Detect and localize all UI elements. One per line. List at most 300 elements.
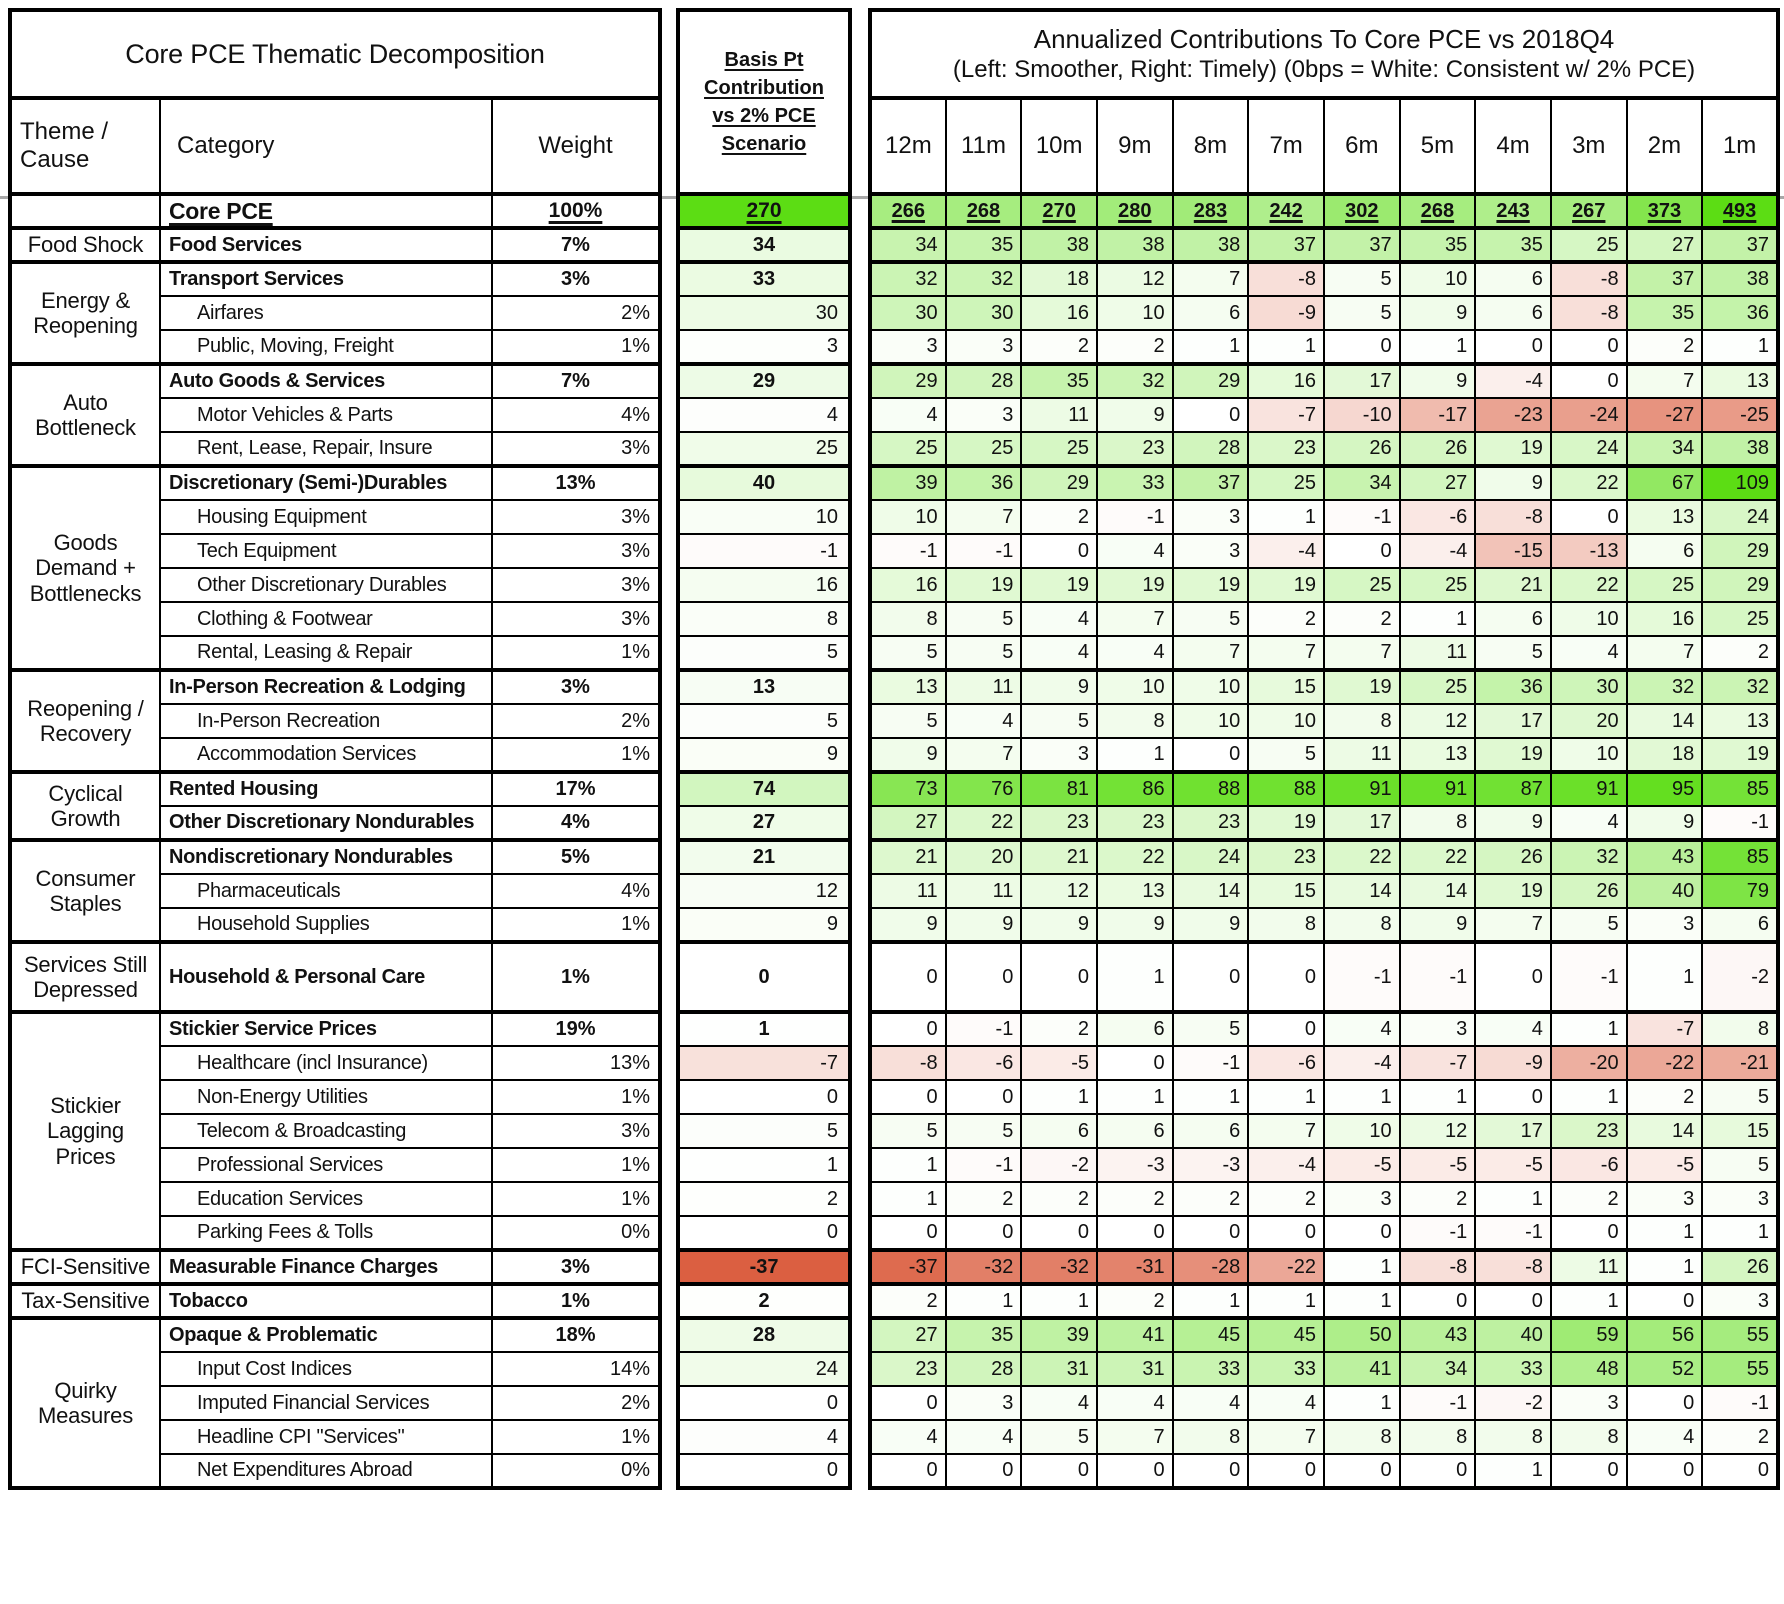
value-cell: -9	[1475, 1046, 1551, 1080]
value-cell: 91	[1400, 772, 1476, 806]
value-cell: 4	[1627, 1420, 1703, 1454]
value-cell: 31	[1097, 1352, 1173, 1386]
value-cell: 6	[1097, 1114, 1173, 1148]
value-cell: 32	[1702, 670, 1778, 704]
value-cell: 0	[1021, 1216, 1097, 1250]
value-cell: 16	[1627, 602, 1703, 636]
category-cell: Headline CPI "Services"	[160, 1420, 492, 1454]
value-cell: 0	[1173, 398, 1249, 432]
category-cell: Education Services	[160, 1182, 492, 1216]
category-cell: Professional Services	[160, 1148, 492, 1182]
theme-cell: Auto Bottleneck	[10, 364, 160, 466]
month-header: 11m	[946, 98, 1022, 194]
value-cell: 4	[1248, 1386, 1324, 1420]
value-cell: 35	[1475, 228, 1551, 262]
value-cell: 23	[1248, 432, 1324, 466]
basis-cell: 0	[678, 1386, 850, 1420]
value-cell: 2	[1702, 636, 1778, 670]
col-header-theme: Theme / Cause	[20, 118, 109, 173]
value-cell: 6	[1173, 296, 1249, 330]
basis-header-line: Basis Pt	[724, 49, 804, 71]
value-cell: -9	[1248, 296, 1324, 330]
weight-cell: 7%	[492, 228, 660, 262]
value-cell: 6	[1173, 1114, 1249, 1148]
value-cell: 19	[1475, 432, 1551, 466]
value-cell: 23	[1021, 806, 1097, 840]
value-cell: 0	[1324, 330, 1400, 364]
value-cell: 35	[1627, 296, 1703, 330]
value-cell: 2	[1324, 602, 1400, 636]
basis-cell: 3	[678, 330, 850, 364]
value-cell: 85	[1702, 840, 1778, 874]
value-cell: 5	[1702, 1080, 1778, 1114]
month-header: 4m	[1475, 98, 1551, 194]
value-cell: 1	[1248, 500, 1324, 534]
value-cell: 1	[1400, 1080, 1476, 1114]
value-cell: 4	[870, 1420, 946, 1454]
value-cell: 26	[1475, 840, 1551, 874]
weight-cell: 1%	[492, 942, 660, 1012]
value-cell: 0	[1173, 738, 1249, 772]
category-cell: Non-Energy Utilities	[160, 1080, 492, 1114]
category-cell: Rent, Lease, Repair, Insure	[160, 432, 492, 466]
value-cell: 8	[1173, 1420, 1249, 1454]
value-cell: 0	[870, 1386, 946, 1420]
value-cell: 38	[1702, 432, 1778, 466]
value-cell: -1	[1702, 1386, 1778, 1420]
weight-cell: 3%	[492, 534, 660, 568]
value-cell: 12	[1400, 1114, 1476, 1148]
value-cell: 8	[1475, 1420, 1551, 1454]
value-cell: 14	[1627, 1114, 1703, 1148]
value-cell: 24	[1173, 840, 1249, 874]
basis-cell: 34	[678, 228, 850, 262]
value-cell: 10	[1097, 296, 1173, 330]
value-cell: 3	[1400, 1012, 1476, 1046]
value-cell: 9	[1475, 806, 1551, 840]
value-cell: 9	[946, 908, 1022, 942]
value-cell: 2	[1627, 1080, 1703, 1114]
value-cell: 30	[1551, 670, 1627, 704]
value-cell: 12	[1021, 874, 1097, 908]
value-cell: 4	[870, 398, 946, 432]
value-cell: 22	[1097, 840, 1173, 874]
value-cell: -4	[1475, 364, 1551, 398]
value-cell: 9	[870, 738, 946, 772]
basis-cell: 9	[678, 738, 850, 772]
value-cell: 25	[1400, 670, 1476, 704]
category-cell: Imputed Financial Services	[160, 1386, 492, 1420]
weight-cell: 19%	[492, 1012, 660, 1046]
value-cell: -1	[946, 1012, 1022, 1046]
weight-cell: 1%	[492, 1420, 660, 1454]
value-cell: 10	[1551, 602, 1627, 636]
value-cell: 1	[1551, 1080, 1627, 1114]
value-cell: 0	[1248, 1454, 1324, 1488]
basis-cell: -37	[678, 1250, 850, 1284]
weight-cell: 3%	[492, 500, 660, 534]
category-cell: Rented Housing	[160, 772, 492, 806]
category-cell: Household & Personal Care	[160, 942, 492, 1012]
value-cell: 8	[1400, 806, 1476, 840]
weight-cell: 3%	[492, 670, 660, 704]
value-cell: 22	[1400, 840, 1476, 874]
value-cell: 15	[1248, 874, 1324, 908]
value-cell: 6	[1097, 1012, 1173, 1046]
value-cell: 8	[1324, 908, 1400, 942]
value-cell: 88	[1173, 772, 1249, 806]
basis-cell: 5	[678, 1114, 850, 1148]
value-cell: 5	[1324, 262, 1400, 296]
value-cell: 0	[1475, 330, 1551, 364]
value-cell: -1	[1702, 806, 1778, 840]
month-header: 9m	[1097, 98, 1173, 194]
value-cell: 13	[870, 670, 946, 704]
value-cell: 1	[1248, 1284, 1324, 1318]
basis-header-line: vs 2% PCE	[712, 105, 816, 127]
month-header: 8m	[1173, 98, 1249, 194]
value-cell: 55	[1702, 1352, 1778, 1386]
category-cell: Tobacco	[160, 1284, 492, 1318]
value-cell: 493	[1702, 194, 1778, 228]
weight-cell: 3%	[492, 432, 660, 466]
value-cell: 91	[1551, 772, 1627, 806]
value-cell: -1	[1097, 500, 1173, 534]
basis-cell: 29	[678, 364, 850, 398]
value-cell: 0	[1475, 1284, 1551, 1318]
value-cell: 33	[1097, 466, 1173, 500]
value-cell: 34	[1627, 432, 1703, 466]
value-cell: 7	[1173, 636, 1249, 670]
value-cell: 17	[1324, 806, 1400, 840]
value-cell: 19	[946, 568, 1022, 602]
value-cell: 2	[1097, 1284, 1173, 1318]
value-cell: -8	[1551, 296, 1627, 330]
value-cell: -1	[1324, 500, 1400, 534]
value-cell: 7	[1475, 908, 1551, 942]
basis-cell: 5	[678, 704, 850, 738]
grid-title: Annualized Contributions To Core PCE vs 2018Q4	[1033, 24, 1615, 55]
value-cell: 0	[1551, 1216, 1627, 1250]
month-header: 2m	[1627, 98, 1703, 194]
weight-cell: 13%	[492, 466, 660, 500]
value-cell: 14	[1173, 874, 1249, 908]
value-cell: 1	[1248, 330, 1324, 364]
value-cell: 25	[1248, 466, 1324, 500]
value-cell: 9	[1400, 296, 1476, 330]
value-cell: 29	[1021, 466, 1097, 500]
value-cell: 9	[1021, 670, 1097, 704]
value-cell: 1	[1551, 1284, 1627, 1318]
value-cell: 20	[1551, 704, 1627, 738]
value-cell: 0	[870, 1080, 946, 1114]
value-cell: -2	[1475, 1386, 1551, 1420]
category-cell: Rental, Leasing & Repair	[160, 636, 492, 670]
value-cell: 4	[1475, 1012, 1551, 1046]
value-cell: 27	[870, 806, 946, 840]
value-cell: 7	[1627, 364, 1703, 398]
value-cell: 8	[1248, 908, 1324, 942]
value-cell: 0	[1097, 1046, 1173, 1080]
category-cell: Telecom & Broadcasting	[160, 1114, 492, 1148]
value-cell: 9	[1173, 908, 1249, 942]
value-cell: 8	[870, 602, 946, 636]
weight-cell: 2%	[492, 296, 660, 330]
basis-cell: 0	[678, 1454, 850, 1488]
value-cell: 4	[1021, 602, 1097, 636]
value-cell: -5	[1475, 1148, 1551, 1182]
category-cell: Discretionary (Semi-)Durables	[160, 466, 492, 500]
value-cell: 7	[1097, 602, 1173, 636]
value-cell: 10	[1551, 738, 1627, 772]
value-cell: 25	[1021, 432, 1097, 466]
category-cell: Healthcare (incl Insurance)	[160, 1046, 492, 1080]
value-cell: 9	[1097, 398, 1173, 432]
value-cell: -7	[1627, 1012, 1703, 1046]
value-cell: 9	[1627, 806, 1703, 840]
value-cell: -1	[1400, 1386, 1476, 1420]
value-cell: 0	[1702, 1454, 1778, 1488]
value-cell: 2	[1021, 330, 1097, 364]
basis-cell: 5	[678, 636, 850, 670]
category-cell: Public, Moving, Freight	[160, 330, 492, 364]
weight-cell: 1%	[492, 738, 660, 772]
weight-cell: 1%	[492, 1284, 660, 1318]
value-cell: 26	[1551, 874, 1627, 908]
value-cell: 0	[946, 1216, 1022, 1250]
basis-cell: 25	[678, 432, 850, 466]
value-cell: -8	[1475, 1250, 1551, 1284]
decomposition-table	[8, 8, 662, 1490]
value-cell: -5	[1400, 1148, 1476, 1182]
basis-header-line: Contribution	[704, 77, 824, 99]
value-cell: 39	[870, 466, 946, 500]
basis-cell: 2	[678, 1284, 850, 1318]
value-cell: 4	[1021, 636, 1097, 670]
weight-cell: 18%	[492, 1318, 660, 1352]
value-cell: 4	[1551, 806, 1627, 840]
value-cell: 26	[1400, 432, 1476, 466]
value-cell: 19	[1702, 738, 1778, 772]
value-cell: 0	[1097, 1216, 1173, 1250]
value-cell: -23	[1475, 398, 1551, 432]
value-cell: 0	[1021, 942, 1097, 1012]
value-cell: 50	[1324, 1318, 1400, 1352]
basis-cell: 4	[678, 1420, 850, 1454]
weight-cell: 4%	[492, 398, 660, 432]
value-cell: 0	[1551, 330, 1627, 364]
value-cell: 12	[1097, 262, 1173, 296]
grid-title-block	[870, 10, 1778, 98]
value-cell: -22	[1627, 1046, 1703, 1080]
basis-cell: 74	[678, 772, 850, 806]
value-cell: 19	[1324, 670, 1400, 704]
value-cell: -28	[1173, 1250, 1249, 1284]
category-cell: In-Person Recreation & Lodging	[160, 670, 492, 704]
value-cell: 13	[1702, 364, 1778, 398]
value-cell: 38	[1702, 262, 1778, 296]
value-cell: 9	[1400, 364, 1476, 398]
value-cell: 0	[870, 1012, 946, 1046]
value-cell: 2	[870, 1284, 946, 1318]
value-cell: 0	[1324, 534, 1400, 568]
value-cell: 280	[1097, 194, 1173, 228]
basis-cell: 28	[678, 1318, 850, 1352]
basis-table	[676, 8, 852, 1490]
value-cell: 5	[870, 704, 946, 738]
value-cell: 5	[870, 636, 946, 670]
value-cell: -6	[1400, 500, 1476, 534]
value-cell: 19	[1475, 738, 1551, 772]
value-cell: 23	[1173, 806, 1249, 840]
value-cell: -1	[1400, 942, 1476, 1012]
basis-cell: 1	[678, 1012, 850, 1046]
value-cell: 36	[1475, 670, 1551, 704]
value-cell: 39	[1021, 1318, 1097, 1352]
value-cell: 33	[1173, 1352, 1249, 1386]
value-cell: -2	[1702, 942, 1778, 1012]
value-cell: 4	[946, 1420, 1022, 1454]
weight-cell: 5%	[492, 840, 660, 874]
value-cell: 3	[946, 398, 1022, 432]
basis-cell: 13	[678, 670, 850, 704]
value-cell: -6	[1248, 1046, 1324, 1080]
weight-cell: 3%	[492, 602, 660, 636]
weight-cell: 2%	[492, 1386, 660, 1420]
weight-cell: 7%	[492, 364, 660, 398]
value-cell: 81	[1021, 772, 1097, 806]
value-cell: 25	[1702, 602, 1778, 636]
category-cell: Pharmaceuticals	[160, 874, 492, 908]
value-cell: -25	[1702, 398, 1778, 432]
value-cell: 23	[870, 1352, 946, 1386]
value-cell: 37	[1702, 228, 1778, 262]
value-cell: 26	[1702, 1250, 1778, 1284]
value-cell: 3	[1551, 1386, 1627, 1420]
value-cell: 59	[1551, 1318, 1627, 1352]
value-cell: 20	[946, 840, 1022, 874]
value-cell: 4	[1021, 1386, 1097, 1420]
value-cell: 13	[1627, 500, 1703, 534]
value-cell: 2	[1021, 1012, 1097, 1046]
value-cell: 38	[1021, 228, 1097, 262]
value-cell: 55	[1702, 1318, 1778, 1352]
basis-cell: 0	[678, 1216, 850, 1250]
value-cell: -8	[870, 1046, 946, 1080]
value-cell: 1	[1627, 1216, 1703, 1250]
value-cell: 15	[1702, 1114, 1778, 1148]
basis-cell: 30	[678, 296, 850, 330]
theme-cell: Reopening / Recovery	[10, 670, 160, 772]
value-cell: 14	[1324, 874, 1400, 908]
basis-cell: 33	[678, 262, 850, 296]
theme-cell: Quirky Measures	[10, 1318, 160, 1488]
value-cell: 3	[870, 330, 946, 364]
value-cell: 5	[1021, 1420, 1097, 1454]
value-cell: 16	[870, 568, 946, 602]
value-cell: 0	[1627, 1284, 1703, 1318]
value-cell: 0	[1173, 942, 1249, 1012]
value-cell: 22	[946, 806, 1022, 840]
value-cell: 5	[946, 636, 1022, 670]
value-cell: 9	[1400, 908, 1476, 942]
value-cell: 1	[1324, 1284, 1400, 1318]
weight-cell: 1%	[492, 1182, 660, 1216]
value-cell: 28	[1173, 432, 1249, 466]
value-cell: 21	[1021, 840, 1097, 874]
value-cell: 0	[870, 942, 946, 1012]
value-cell: 0	[1400, 1284, 1476, 1318]
category-cell: Housing Equipment	[160, 500, 492, 534]
value-cell: 7	[1248, 1420, 1324, 1454]
weight-cell: 100%	[492, 194, 660, 228]
value-cell: 11	[1324, 738, 1400, 772]
theme-cell: Consumer Staples	[10, 840, 160, 942]
value-cell: 88	[1248, 772, 1324, 806]
value-cell: 29	[1702, 534, 1778, 568]
basis-cell: -7	[678, 1046, 850, 1080]
value-cell: 25	[1324, 568, 1400, 602]
value-cell: 373	[1627, 194, 1703, 228]
value-cell: 18	[1627, 738, 1703, 772]
value-cell: -1	[870, 534, 946, 568]
value-cell: 3	[1702, 1284, 1778, 1318]
value-cell: 1	[1097, 738, 1173, 772]
value-cell: 9	[870, 908, 946, 942]
value-cell: -3	[1097, 1148, 1173, 1182]
value-cell: 28	[946, 364, 1022, 398]
value-cell: 25	[870, 432, 946, 466]
value-cell: 5	[1702, 1148, 1778, 1182]
basis-cell: 16	[678, 568, 850, 602]
value-cell: 21	[870, 840, 946, 874]
value-cell: 34	[1324, 466, 1400, 500]
value-cell: 267	[1551, 194, 1627, 228]
value-cell: 31	[1021, 1352, 1097, 1386]
value-cell: 10	[1173, 704, 1249, 738]
basis-cell: 8	[678, 602, 850, 636]
value-cell: 3	[946, 1386, 1022, 1420]
value-cell: 4	[1324, 1012, 1400, 1046]
value-cell: 19	[1475, 874, 1551, 908]
value-cell: 15	[1248, 670, 1324, 704]
basis-cell: 2	[678, 1182, 850, 1216]
value-cell: 12	[1400, 704, 1476, 738]
value-cell: 37	[1173, 466, 1249, 500]
value-cell: 25	[1400, 568, 1476, 602]
value-cell: 8	[1702, 1012, 1778, 1046]
value-cell: 32	[946, 262, 1022, 296]
value-cell: -21	[1702, 1046, 1778, 1080]
value-cell: 19	[1021, 568, 1097, 602]
weight-cell: 13%	[492, 1046, 660, 1080]
value-cell: 0	[1097, 1454, 1173, 1488]
basis-cell: 21	[678, 840, 850, 874]
value-cell: 32	[1627, 670, 1703, 704]
value-cell: 1	[1324, 1080, 1400, 1114]
weight-cell: 1%	[492, 330, 660, 364]
value-cell: 5	[1248, 738, 1324, 772]
value-cell: 35	[946, 1318, 1022, 1352]
value-cell: 1	[1173, 1284, 1249, 1318]
month-header: 12m	[885, 132, 932, 159]
value-cell: 302	[1324, 194, 1400, 228]
value-cell: 30	[870, 296, 946, 330]
basis-cell: 24	[678, 1352, 850, 1386]
value-cell: 4	[1551, 636, 1627, 670]
value-cell: 40	[1627, 874, 1703, 908]
value-cell: 1	[1248, 1080, 1324, 1114]
